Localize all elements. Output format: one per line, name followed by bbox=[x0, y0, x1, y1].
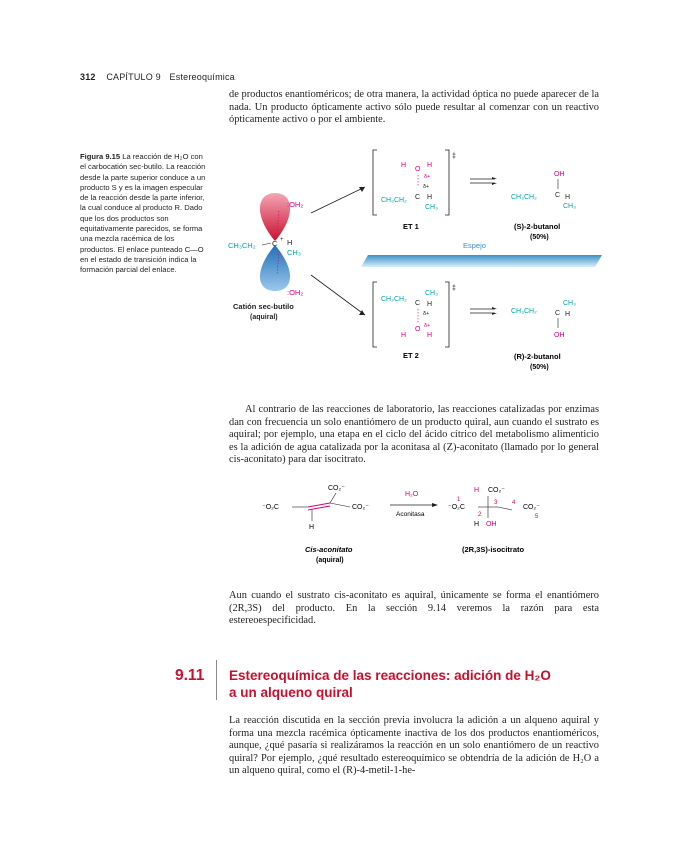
paragraph-3: Aun cuando el sustrato cis-aconitato es aquiral, únicamente se forma el enantiómero (2R,3S) del producto. En la sección 9.14 veremos la razón para esta estereoespecificidad. bbox=[229, 590, 599, 627]
svg-text:H: H bbox=[565, 311, 571, 318]
section-title bbox=[229, 667, 589, 701]
ethyl-group: CH₃CH₂ bbox=[228, 241, 256, 250]
methyl-group: CH₃ bbox=[287, 248, 301, 257]
svg-text:⁻O₂C: ⁻O₂C bbox=[448, 504, 465, 511]
svg-text:H: H bbox=[427, 162, 433, 169]
svg-text:δ+: δ+ bbox=[423, 184, 430, 190]
svg-text:H: H bbox=[427, 332, 433, 339]
svg-text:OH: OH bbox=[486, 521, 497, 528]
svg-text:‡: ‡ bbox=[452, 285, 456, 292]
reactant-sublabel: (aquiral) bbox=[316, 557, 344, 564]
isocitrate bbox=[448, 487, 540, 554]
running-header bbox=[80, 72, 235, 82]
svg-text:OH: OH bbox=[554, 171, 565, 178]
svg-text:C: C bbox=[272, 239, 278, 248]
svg-text:CH₃: CH₃ bbox=[425, 204, 438, 211]
svg-text:CO₂⁻: CO₂⁻ bbox=[352, 504, 369, 511]
h2o-bottom: :OH₂ bbox=[287, 288, 304, 297]
svg-text:CO₂⁻: CO₂⁻ bbox=[488, 487, 505, 494]
ts2-label: ET 2 bbox=[403, 351, 419, 360]
svg-text:4: 4 bbox=[512, 500, 516, 506]
svg-text:CO₂⁻: CO₂⁻ bbox=[523, 504, 540, 511]
svg-text:δ+: δ+ bbox=[423, 311, 430, 317]
svg-text:3: 3 bbox=[494, 500, 498, 506]
section-number: 9.11 bbox=[175, 667, 205, 684]
product-r-percent: (50%) bbox=[530, 364, 549, 371]
cation-label: Catión sec-butilo bbox=[233, 302, 294, 311]
svg-text:⁻O₂C: ⁻O₂C bbox=[262, 504, 279, 511]
product-s-name: (S)-2-butanol bbox=[514, 222, 561, 231]
chapter-label: CAPÍTULO 9 bbox=[106, 72, 161, 82]
figure-label: Figura 9.15 bbox=[80, 152, 121, 161]
svg-text:‡: ‡ bbox=[452, 153, 456, 160]
transition-state-1 bbox=[373, 150, 456, 231]
carbocation bbox=[228, 193, 303, 321]
svg-text:C: C bbox=[415, 300, 421, 307]
product-name: (2R,3S)-isocitrato bbox=[462, 545, 525, 554]
section-title-line-2: a un alqueno quiral bbox=[229, 685, 353, 700]
mirror-plane bbox=[361, 241, 602, 267]
aconitase-scheme bbox=[250, 478, 570, 570]
svg-text:H: H bbox=[309, 524, 315, 531]
section-title-line-1: Estereoquímica de las reacciones: adición de H₂O bbox=[229, 668, 551, 683]
h2o-top: :OH₂ bbox=[287, 200, 304, 209]
svg-text:H: H bbox=[427, 301, 433, 308]
reactant-name: Cis-aconitato bbox=[305, 545, 353, 554]
svg-text:+: + bbox=[280, 237, 284, 243]
figure-caption-text: La reacción de H₂O con el carbocatión sec-butilo. La reacción desde la parte superior conduce a un producto S y es la imagen especular de la reacción desde la parte inferior, la cual conduce al producto R. Dado que los dos productos son equitativamente parecidos, se forma una mezcla racémica de los productos. El enlace punteado C—O en el estado de transición indica la formación parcial del enlace. bbox=[80, 152, 206, 275]
orbital-lobe-top bbox=[260, 193, 290, 241]
svg-text:H: H bbox=[401, 332, 407, 339]
svg-text:H: H bbox=[565, 194, 571, 201]
svg-text:O: O bbox=[415, 166, 421, 173]
paragraph-2: Al contrario de las reacciones de laboratorio, las reacciones catalizadas por enzimas dan con frecuencia un solo enantiómero de un producto quiral, aun cuando el sustrato es aquiral; por ejemplo, una etapa en el ciclo del ácido cítrico del metabolismo alimenticio es la adición de agua catalizada por la aconitasa al (Z)-aconitato (llamado por lo general cis-aconitato) para dar isocitrato. bbox=[229, 404, 599, 466]
product-r bbox=[511, 300, 576, 371]
svg-text:CH₃: CH₃ bbox=[425, 290, 438, 297]
page-number: 312 bbox=[80, 72, 96, 82]
svg-text:CH₃CH₂: CH₃CH₂ bbox=[381, 296, 407, 303]
svg-text:δ+: δ+ bbox=[424, 174, 431, 180]
transition-state-2 bbox=[373, 282, 456, 360]
figure-9-15 bbox=[215, 145, 615, 375]
intro-paragraph: de productos enantioméricos; de otra manera, la actividad óptica no puede aparecer de la nada. Un producto ópticamente activo sólo puede resultar al comenzar con un reactivo ópticamente activo o por el ambiente. bbox=[229, 89, 599, 126]
cis-aconitate bbox=[262, 485, 369, 564]
svg-text:C: C bbox=[415, 194, 421, 201]
svg-text:CH₃CH₂: CH₃CH₂ bbox=[381, 197, 407, 204]
svg-text:O: O bbox=[415, 326, 421, 333]
product-s-percent: (50%) bbox=[530, 234, 549, 241]
h-atom: H bbox=[287, 238, 293, 247]
svg-text:2: 2 bbox=[478, 512, 482, 518]
svg-text:CH₃CH₂: CH₃CH₂ bbox=[511, 194, 537, 201]
svg-text:CH₃: CH₃ bbox=[563, 300, 576, 307]
orbital-lobe-bottom bbox=[260, 245, 290, 291]
product-r-name: (R)-2-butanol bbox=[514, 352, 561, 361]
reagent-water: H₂O bbox=[405, 491, 419, 498]
mirror-label: Espejo bbox=[463, 241, 486, 250]
svg-text:H: H bbox=[427, 194, 433, 201]
svg-text:H: H bbox=[401, 162, 407, 169]
svg-text:H: H bbox=[474, 521, 480, 528]
ts1-label: ET 1 bbox=[403, 222, 419, 231]
svg-text:C: C bbox=[555, 310, 561, 317]
chapter-title: Estereoquímica bbox=[169, 72, 235, 82]
cation-sublabel: (aquiral) bbox=[250, 314, 278, 321]
figure-caption bbox=[80, 152, 210, 276]
svg-text:C: C bbox=[555, 192, 561, 199]
enzyme-label: Aconitasa bbox=[396, 511, 425, 518]
product-s bbox=[511, 171, 576, 241]
svg-text:1: 1 bbox=[457, 497, 461, 503]
section-divider bbox=[216, 660, 217, 700]
svg-text:CO₂⁻: CO₂⁻ bbox=[328, 485, 345, 492]
svg-text:CH₃CH₂: CH₃CH₂ bbox=[511, 308, 537, 315]
svg-text:δ+: δ+ bbox=[424, 323, 431, 329]
svg-text:H: H bbox=[474, 487, 480, 494]
svg-text:OH: OH bbox=[554, 332, 565, 339]
paragraph-4: La reacción discutida en la sección previa involucra la adición a un alqueno aquiral y forma una mezcla racémica ópticamente inactiva de los dos productos enantioméricos, aunque, ¿qué pasaría si realizáramos la reacción en un solo enantiómero de un reactivo quiral? Por ejemplo, ¿qué resultado estereoquímico se obtendría de la adición de H₂O a un alqueno quiral, como el (R)-4-metil-1-he- bbox=[229, 715, 599, 777]
svg-text:CH₃: CH₃ bbox=[563, 203, 576, 210]
svg-text:5: 5 bbox=[535, 514, 539, 520]
